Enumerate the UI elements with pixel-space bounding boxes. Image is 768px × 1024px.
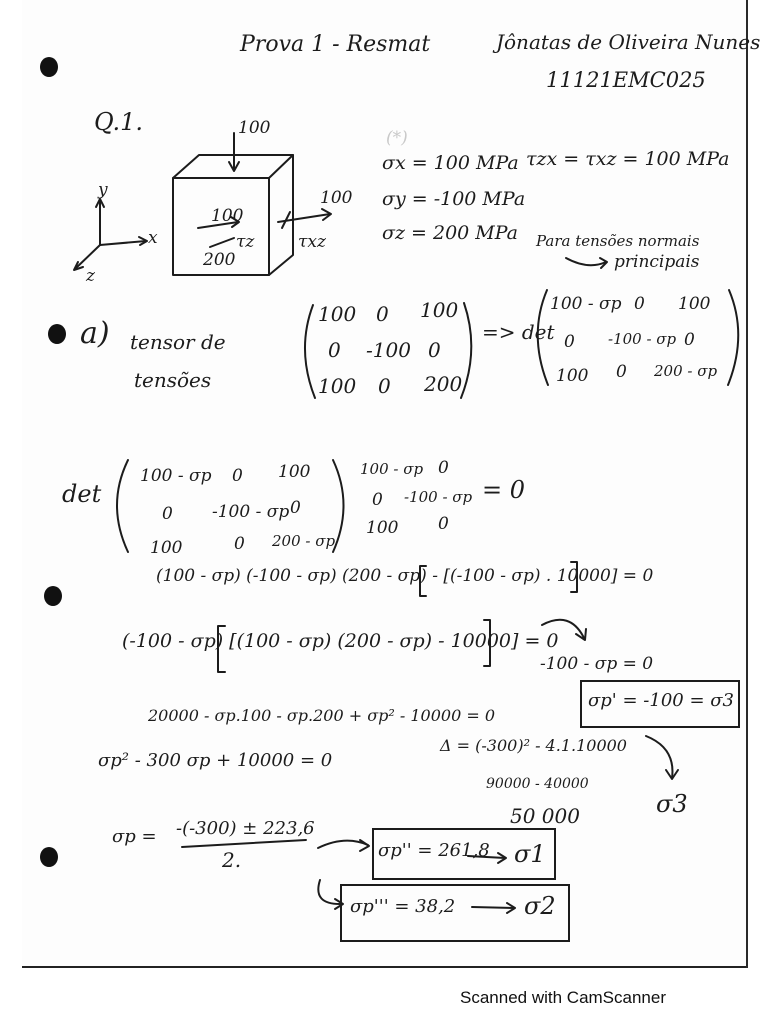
equation-1: (100 - σp) (-100 - σp) (200 - σp) - [(-100 - σp) . 10000] = 0	[156, 566, 654, 586]
bhaskara-numerator: -(-300) ± 223,6	[176, 818, 315, 839]
cube-side-load: 100	[320, 188, 353, 208]
student-name: Jônatas de Oliveira Nunes	[496, 30, 761, 54]
sarrus-r2c3: 0	[290, 498, 301, 518]
tensor-r2c3: 0	[428, 338, 441, 362]
sarrus-r2c1: 0	[162, 504, 173, 524]
arrow-det: => det	[482, 320, 555, 344]
given-sigma-z: σz = 200 MPa	[382, 222, 518, 244]
given-sigma-x: σx = 100 MPa	[382, 152, 519, 174]
scanner-watermark: Scanned with CamScanner	[460, 988, 667, 1007]
part-a-label: a)	[80, 316, 110, 351]
part-a-caption-2: tensões	[134, 368, 212, 392]
sarrus-r3c1: 100	[150, 538, 183, 558]
sarrus-r3c2: 0	[234, 534, 245, 554]
sarrus-r2c2: -100 - σp	[212, 502, 290, 522]
axis-x-line	[100, 241, 146, 245]
extra-r2c1: 0	[372, 490, 383, 510]
root2-value: σp''' = 38,2	[350, 896, 456, 917]
tensor-right-paren	[461, 303, 471, 398]
sarrus-left-paren	[117, 460, 128, 552]
exam-title: Prova 1 - Resmat	[240, 32, 431, 57]
tensor-r2c2: -100	[366, 338, 411, 362]
sarrus-r1c1: 100 - σp	[140, 466, 212, 486]
det-right-paren	[728, 290, 738, 385]
det-r3c3: 200 - σp	[654, 362, 718, 380]
axis-y-label: y	[98, 180, 108, 200]
delta-calc: 90000 - 40000	[486, 776, 589, 792]
cube-bottom-value: 200	[203, 250, 236, 270]
equation-4: σp² - 300 σp + 10000 = 0	[98, 750, 333, 771]
part-a-caption-1: tensor de	[130, 330, 226, 354]
given-sigma-y: σy = -100 MPa	[382, 188, 526, 210]
equation-2: (-100 - σp) [(100 - σp) (200 - σp) - 10000] = 0	[122, 630, 559, 652]
bhaskara-denominator: 2.	[222, 848, 242, 872]
cube-tau-xz: τxz	[298, 232, 326, 252]
delta-equation: Δ = (-300)² - 4.1.10000	[440, 736, 627, 755]
tensor-left-paren	[305, 305, 315, 398]
delta-result: 50 000	[510, 804, 580, 828]
root2-target: σ2	[524, 892, 556, 920]
extra-r3c2: 0	[438, 514, 449, 534]
extra-r2c2: -100 - σp	[404, 488, 473, 506]
det-r2c1: 0	[564, 332, 575, 352]
det-r1c3: 100	[678, 294, 711, 314]
student-id: 11121EMC025	[546, 68, 706, 92]
fraction-bar	[182, 840, 306, 847]
sarrus-r3c3: 200 - σp	[272, 532, 336, 550]
det-r3c1: 100	[556, 366, 589, 386]
note-line-2: principais	[614, 252, 700, 272]
tensor-r1c2: 0	[376, 302, 389, 326]
equation-2-root: -100 - σp = 0	[540, 654, 654, 674]
det-r1c2: 0	[634, 294, 645, 314]
det-r3c2: 0	[616, 362, 627, 382]
note-line-1: Para tensões normais	[536, 232, 700, 250]
det-r2c2: -100 - σp	[608, 330, 677, 348]
extra-r1c2: 0	[438, 458, 449, 478]
root1-value: σp'' = 261,8	[378, 840, 490, 861]
tensor-r1c3: 100	[420, 298, 459, 322]
axis-x-label: x	[148, 228, 158, 248]
extra-r3c1: 100	[366, 518, 399, 538]
bhaskara-lhs: σp =	[112, 826, 157, 847]
sarrus-equals-zero: = 0	[482, 476, 526, 504]
tensor-r2c1: 0	[328, 338, 341, 362]
cube-top-load: 100	[238, 118, 271, 138]
root1-target: σ1	[514, 840, 546, 868]
given-marker: (*)	[386, 128, 408, 148]
axis-z-label: z	[86, 266, 95, 286]
sarrus-r1c2: 0	[232, 466, 243, 486]
det-r2c3: 0	[684, 330, 695, 350]
cube-tau-z: τz	[236, 232, 255, 252]
question-label: Q.1.	[94, 108, 144, 136]
given-tau: τzx = τxz = 100 MPa	[526, 148, 730, 170]
sigma-p1-value: σp' = -100 = σ3	[588, 690, 734, 711]
tensor-r3c3: 200	[424, 372, 463, 396]
arrow-to-root1	[318, 841, 368, 848]
cube-inner-tau: 100	[211, 206, 244, 226]
sarrus-r1c3: 100	[278, 462, 311, 482]
sigma3-label: σ3	[656, 790, 688, 818]
extra-r1c1: 100 - σp	[360, 460, 424, 478]
arrow-to-sigma3	[646, 736, 672, 778]
det-label: det	[62, 480, 102, 508]
tensor-r1c1: 100	[318, 302, 357, 326]
equation-3: 20000 - σp.100 - σp.200 + σp² - 10000 = 0	[148, 706, 496, 725]
det-r1c1: 100 - σp	[550, 294, 622, 314]
tensor-r3c2: 0	[378, 374, 391, 398]
tensor-r3c1: 100	[318, 374, 357, 398]
